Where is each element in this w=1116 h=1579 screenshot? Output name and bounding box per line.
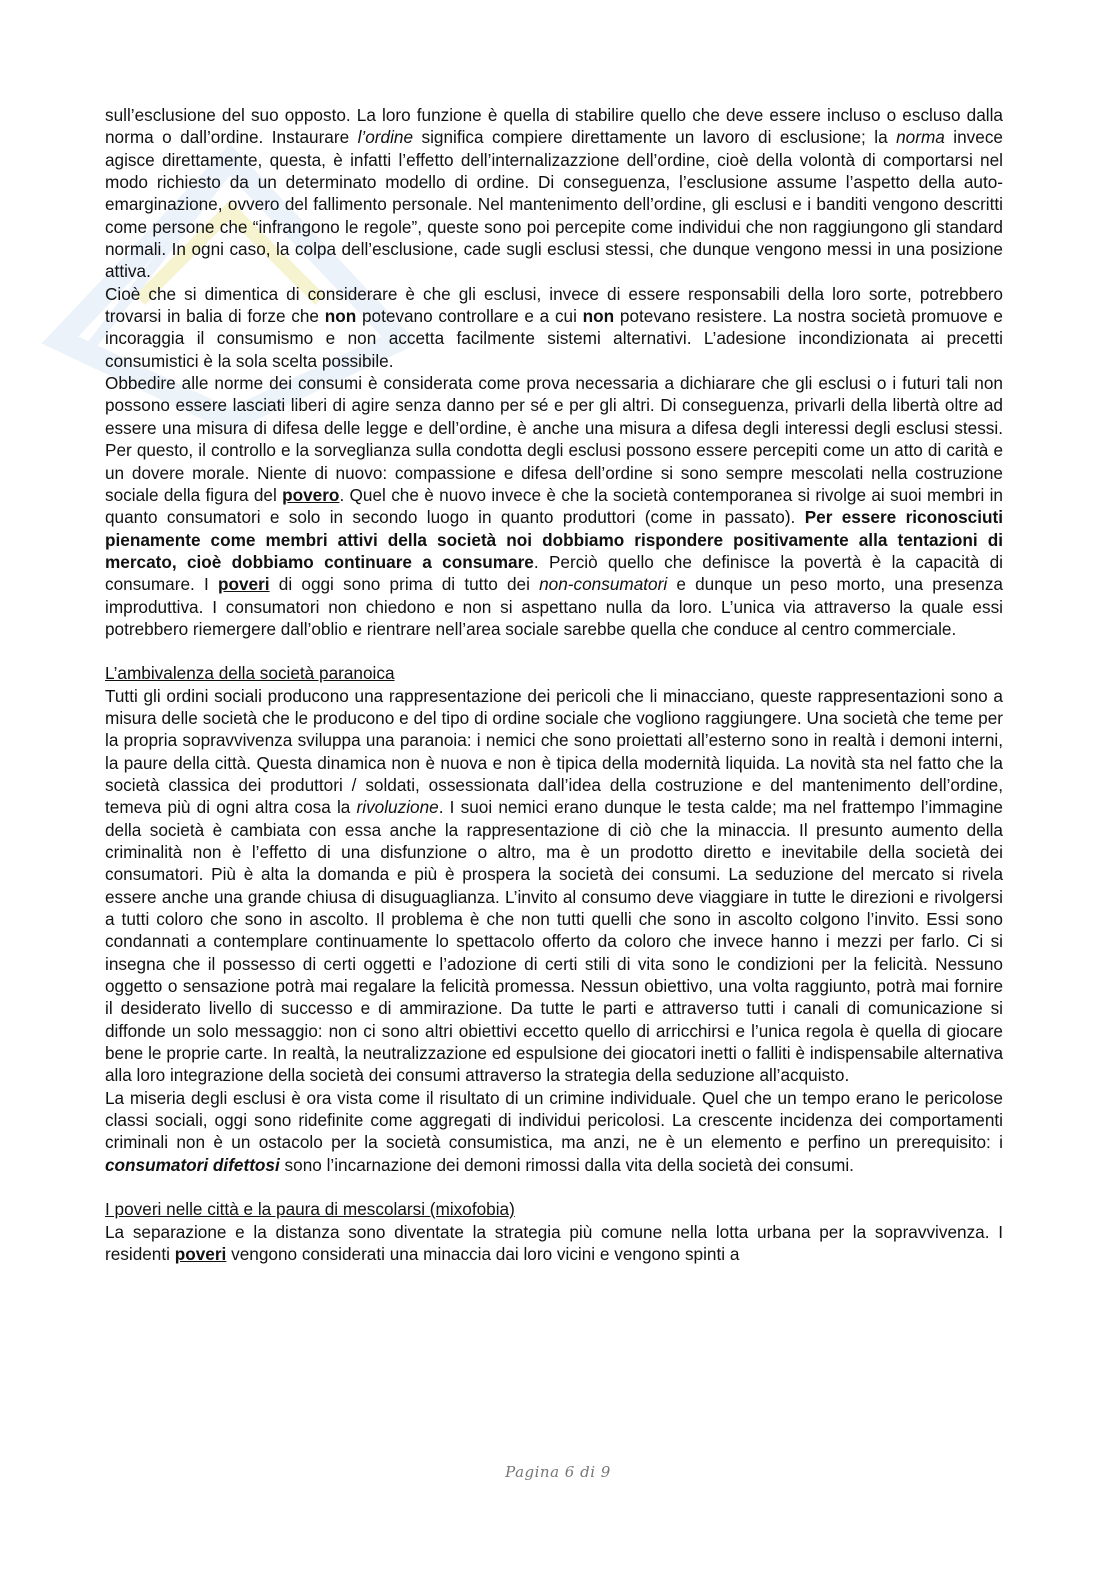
text-run: sull’esclusione del suo opposto. La loro funzione è quella di stabilire quello che deve essere incluso o escluso dalla norma o dall’ordine. Instaurare [105,105,1003,148]
text-run: consumatori difettosi [105,1154,280,1175]
text-run: significa compiere direttamente un lavoro di esclusione; la [413,127,897,148]
text-run: potevano controllare e a cui [356,306,583,327]
paragraph [105,1087,1003,1176]
paragraph-gap [105,1176,1003,1198]
text-run: poveri [174,1243,227,1264]
paragraph-gap [105,640,1003,662]
text-run: La separazione e la distanza sono diventate la strategia più comune nella lotta urbana per la sopravvivenza. I residenti [105,1221,1003,1264]
text-run: non [324,306,357,327]
text-run: potevano resistere. La nostra società promuove e incoraggia il consumismo e non accetta facilmente sistemi alternativi. L’adesione incondizionata ai precetti consumistici è la sola scelta possibile. [105,306,1003,371]
text-run: Per essere riconosciuti pienamente come membri attivi della società noi dobbiamo rispondere positivamente alla tentazioni di mercato, cioè dobbiamo continuare a consumare [105,507,1004,572]
text-run: Obbedire alle norme dei consumi è considerata come prova necessaria a dichiarare che gli esclusi o i futuri tali non possono essere lasciati liberi di agire senza danno per sé e per gli altri. Di conseguenza, privarli della libertà oltre ad essere una misura di difesa delle legge e dell’ordine, è anche una misura a difesa degli interessi degli esclusi stessi. Per questo, il controllo e la sorveglianza sulla condotta degli esclusi possono essere percepiti come un atto di carità e un dovere morale. Niente di nuovo: compassione e difesa dell’ordine si sono sempre mescolati nella costruzione sociale della figura del [105,373,1003,505]
text-run: non-consumatori [539,574,668,595]
text-run: Cioè che si dimentica di considerare è che gli esclusi, invece di essere responsabili della loro sorte, potrebbero trovarsi in balia di forze che [105,283,1003,327]
paragraph [105,283,1003,372]
text-run: . Quel che è nuovo invece è che la società contemporanea si rivolge ai suoi membri in quanto consumatori e solo in secondo luogo in quanto produttori (come in passato). [105,484,1003,528]
paragraph [105,104,1003,283]
text-run: norma [896,127,945,148]
text-run: . I suoi nemici erano dunque le testa calde; ma nel frattempo l’immagine della società è cambiata con essa anche la rappresentazione di ciò che la minaccia. Il presunto aumento della criminalità non è l’effetto di una disfunzione o altro, ma è un prodotto diretto e inevitabile della società dei consumatori. Più è alta la domanda e più è prospera la società dei consumi. La seduzione del mercato si rivela essere anche una grande chiusa di disuguaglianza. L’invito al consumo deve viaggiare in tutte le direzioni e rivolgersi a tutti coloro che sono in ascolto. Il problema è che non tutti quelli che sono in ascolto colgono l’invito. Essi sono condannati a contemplare continuamente lo spettacolo offerto da coloro che invece hanno i mezzi per farlo. Ci si insegna che il possesso di certi oggetti e l’adozione di certi stili di vita sono le condizioni per la felicità. Nessuno oggetto o sensazione potrà mai regalare la felicità promessa. Nessun obiettivo, una volta raggiunto, potrà mai fornire il desiderato livello di successo e di ammirazione. Da tutte le parti e attraverso tutti i canali di comunicazione si diffonde un solo messaggio: non ci sono altri obiettivi eccetto quello di arricchirsi e l’unica regola è quella di giocare bene le proprie carte. In realtà, la neutralizzazione ed espulsione dei giocatori inetti o falliti è indispensabile alternativa alla loro integrazione della società dei consumi attraverso la strategia della seduzione all’acquisto. [105,797,1003,1086]
text-run: L’ambivalenza della società paranoica [105,663,395,684]
text-run: povero [282,484,340,505]
text-run: non [582,306,615,327]
text-run: Tutti gli ordini sociali producono una rappresentazione dei pericoli che li minacciano, queste rappresentazioni sono a misura delle società che le producono e del tipo di ordine sociale che vogliono raggiungere. Una società che teme per la propria sopravvivenza sviluppa una paranoia: i nemici che sono proiettati all’esterno sono in realtà i demoni interni, la paure della città. Questa dinamica non è nuova e non è tipica della modernità liquida. La novità sta nel fatto che la società classica dei produttori / soldati, ossessionata dall’idea della costruzione e del mantenimento dell’ordine, temeva più di ogni altra cosa la [105,685,1003,818]
text-run: I poveri nelle città e la paura di mescolarsi (mixofobia) [105,1199,515,1220]
text-run: di oggi sono prima di tutto dei [269,574,540,595]
text-run: sono l’incarnazione dei demoni rimossi dalla vita della società dei consumi. [279,1154,854,1175]
text-run: poveri [218,574,270,595]
document-body [105,104,1003,1265]
paragraph [105,1221,1003,1266]
text-run: e dunque un peso morto, una presenza improduttiva. I consumatori non chiedono e non si aspettano nulla da loro. L’unica via attraverso la quale essi potrebbero riemergere dall’oblio e rientrare nell’area sociale sarebbe quella che conduce al centro commerciale. [105,574,1003,639]
text-run: l’ordine [357,127,414,148]
page-footer: Pagina 6 di 9 [505,1463,611,1481]
section-heading [105,1198,1003,1220]
text-run: . Perciò quello che definisce la povertà è la capacità di consumare. I [105,551,1003,595]
paragraph [105,372,1003,640]
paragraph [105,685,1003,1087]
text-run: vengono considerati una minaccia dai loro vicini e vengono spinti a [226,1243,740,1264]
text-run: invece agisce direttamente, questa, è infatti l’effetto dell’internalizazzione dell’ordine, cioè della volontà di comportarsi nel modo richiesto da un determinato modello di ordine. Di conseguenza, l’esclusione assume l’aspetto della auto-emarginazione, ovvero del fallimento personale. Nel mantenimento dell’ordine, gli esclusi e i banditi vengono descritti come persone che “infrangono le regole”, queste sono poi percepite come individui che non raggiungono gli standard normali. In ogni caso, la colpa dell’esclusione, cade sugli esclusi stessi, che dunque vengono messi in una posizione attiva. [105,127,1003,282]
section-heading [105,662,1003,684]
text-run: La miseria degli esclusi è ora vista come il risultato di un crimine individuale. Quel che un tempo erano le pericolose classi sociali, oggi sono ridefinite come aggregati di individui pericolosi. La crescente incidenza dei comportamenti criminali non è un ostacolo per la società consumistica, ma anzi, ne è un elemento e perfino un prerequisito: i [105,1087,1003,1153]
text-run: rivoluzione [356,797,439,818]
